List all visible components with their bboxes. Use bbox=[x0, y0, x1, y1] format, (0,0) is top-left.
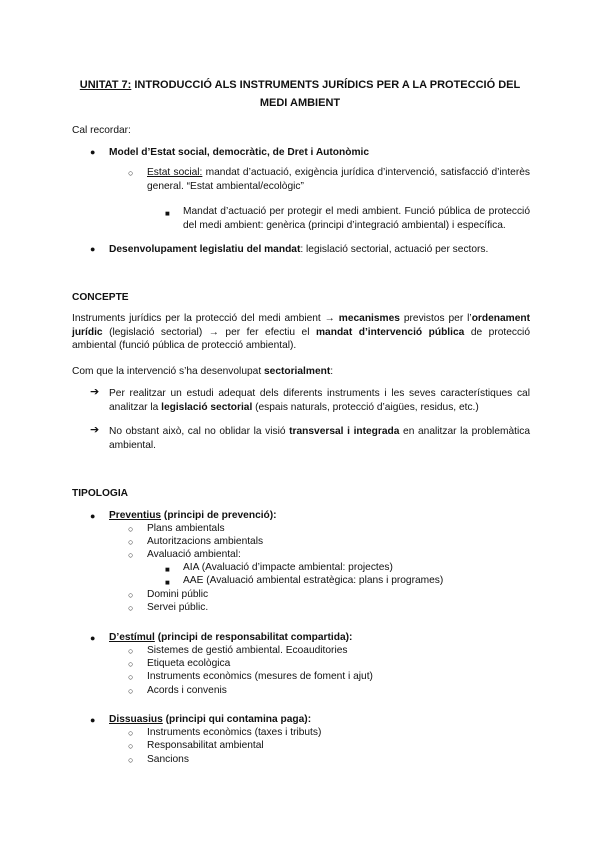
tipologia-dissuasius bbox=[109, 713, 311, 727]
text-run: (espais naturals, protecció d’aigües, residus, etc.) bbox=[252, 401, 479, 413]
tipologia-estimul bbox=[109, 631, 352, 645]
text-run: Com que la intervenció s’ha desenvolupat bbox=[72, 366, 264, 377]
list-item: Instruments econòmics (mesures de foment i ajut) bbox=[147, 671, 373, 682]
preventius-principle: (principi de prevenció): bbox=[161, 510, 277, 521]
concepte-paragraph-1 bbox=[72, 312, 530, 353]
text-run: Per realitzar un estudi adequat dels diferents instruments i les seves característiques cal analitzar la bbox=[109, 388, 530, 413]
legislacio-term: legislació sectorial bbox=[161, 401, 253, 413]
square-bullet-icon: ■ bbox=[165, 209, 170, 218]
list-item: Sancions bbox=[147, 754, 189, 765]
bullet-icon: ● bbox=[90, 633, 96, 643]
bullet-icon: ● bbox=[90, 511, 96, 521]
mecanismes-term: mecanismes bbox=[338, 313, 400, 324]
concepte-paragraph-2 bbox=[72, 365, 333, 379]
text-run: previstos per l’ bbox=[399, 313, 472, 324]
list-item: AIA (Avaluació d’impacte ambiental: projectes) bbox=[183, 562, 393, 573]
list-item: Etiqueta ecològica bbox=[147, 658, 231, 669]
circle-bullet-icon: ○ bbox=[128, 168, 134, 178]
desenvolupament-text: : legislació sectorial, actuació per sectors. bbox=[300, 244, 489, 255]
list-item: Autoritzacions ambientals bbox=[147, 536, 264, 547]
concepte-arrow-item-2 bbox=[109, 425, 530, 452]
circle-bullet-icon: ○ bbox=[128, 603, 134, 613]
square-bullet-icon: ■ bbox=[165, 565, 170, 574]
page-title bbox=[70, 76, 530, 112]
arrow-right-icon: ➔ bbox=[90, 424, 100, 436]
square-bullet-icon: ■ bbox=[165, 578, 170, 587]
dissuasius-principle: (principi qui contamina paga): bbox=[162, 714, 312, 725]
circle-bullet-icon: ○ bbox=[128, 755, 134, 765]
desenvolupament-term: Desenvolupament legislatiu del mandat bbox=[109, 244, 301, 255]
circle-bullet-icon: ○ bbox=[128, 646, 134, 656]
recall-sub-item-1 bbox=[147, 166, 530, 193]
sectorialment-term: sectorialment bbox=[263, 366, 331, 377]
mandat-term: mandat d’intervenció pública bbox=[316, 326, 465, 338]
section-heading-concepte: CONCEPTE bbox=[72, 292, 129, 303]
bullet-icon: ● bbox=[90, 715, 96, 725]
circle-bullet-icon: ○ bbox=[128, 590, 134, 600]
title-text: INTRODUCCIÓ ALS INSTRUMENTS JURÍDICS PER A LA PROTECCIÓ DEL MEDI AMBIENT bbox=[131, 79, 521, 109]
circle-bullet-icon: ○ bbox=[128, 537, 134, 547]
arrow-right-icon: ➔ bbox=[90, 386, 100, 398]
list-item: Domini públic bbox=[147, 589, 209, 600]
section-heading-tipologia: TIPOLOGIA bbox=[72, 488, 129, 499]
estat-social-text: mandat d’actuació, exigència jurídica d’intervenció, satisfacció d’interès general. “Estat ambiental/ecològic” bbox=[147, 167, 530, 192]
recall-subsub-item-1: Mandat d’actuació per protegir el medi ambient. Funció pública de protecció del medi ambient: genèrica (principi d’integració ambiental) i específica. bbox=[183, 206, 530, 231]
recall-item-1: Model d’Estat social, democràtic, de Dret i Autonòmic bbox=[109, 147, 370, 158]
bullet-icon: ● bbox=[90, 147, 96, 157]
text-run: en analitzar la problemàtica ambiental. bbox=[109, 426, 530, 451]
tipologia-preventius bbox=[109, 509, 277, 523]
circle-bullet-icon: ○ bbox=[128, 550, 134, 560]
text-run: Instruments jurídics per la protecció del medi ambient → bbox=[72, 313, 339, 324]
text-run: No obstant això, cal no oblidar la visió bbox=[109, 426, 290, 437]
circle-bullet-icon: ○ bbox=[128, 659, 134, 669]
circle-bullet-icon: ○ bbox=[128, 686, 134, 696]
circle-bullet-icon: ○ bbox=[128, 672, 134, 682]
text-run: de protecció ambiental (funció pública de protecció ambiental). bbox=[72, 326, 530, 351]
preventius-term: Preventius bbox=[109, 510, 162, 521]
estimul-term: D’estímul bbox=[109, 632, 155, 643]
list-item: Responsabilitat ambiental bbox=[147, 740, 264, 751]
circle-bullet-icon: ○ bbox=[128, 524, 134, 534]
bullet-icon: ● bbox=[90, 244, 96, 254]
recall-item-2 bbox=[109, 243, 488, 257]
list-item: Instruments econòmics (taxes i tributs) bbox=[147, 727, 322, 738]
circle-bullet-icon: ○ bbox=[128, 741, 134, 751]
list-item: Plans ambientals bbox=[147, 523, 225, 534]
list-item: Acords i convenis bbox=[147, 685, 227, 696]
list-item: AAE (Avaluació ambiental estratègica: plans i programes) bbox=[183, 575, 444, 586]
list-item: Sistemes de gestió ambiental. Ecoauditories bbox=[147, 645, 348, 656]
estimul-principle: (principi de responsabilitat compartida): bbox=[154, 632, 353, 643]
list-item: Avaluació ambiental: bbox=[147, 549, 241, 560]
unit-label: UNITAT 7: bbox=[79, 79, 132, 91]
text-run: (legislació sectorial) → per fer efectiu el bbox=[102, 326, 316, 338]
text-run: : bbox=[330, 366, 334, 377]
estat-social-term: Estat social: bbox=[147, 167, 203, 178]
transversal-term: transversal i integrada bbox=[289, 426, 400, 437]
recall-label: Cal recordar: bbox=[72, 125, 131, 136]
circle-bullet-icon: ○ bbox=[128, 728, 134, 738]
concepte-arrow-item-1 bbox=[109, 387, 530, 414]
list-item: Servei públic. bbox=[147, 602, 209, 613]
ordenament-term: ordenament jurídic bbox=[72, 313, 530, 338]
dissuasius-term: Dissuasius bbox=[109, 714, 163, 725]
